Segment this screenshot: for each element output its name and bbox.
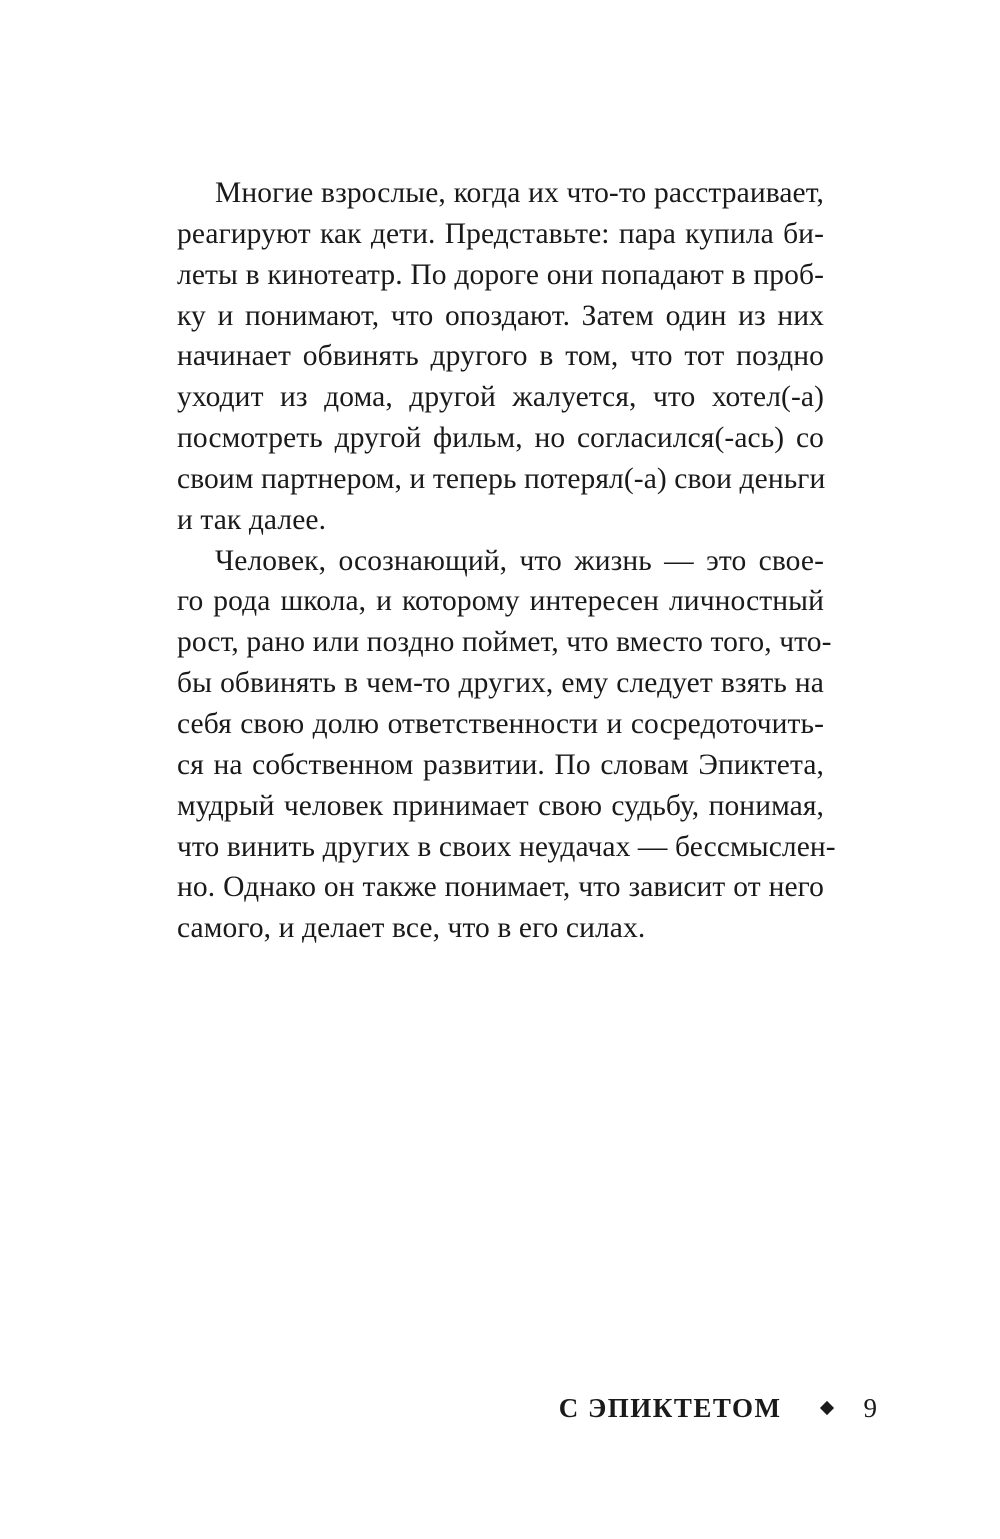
text-line: уходит из дома, другой жалуется, что хотел(-а)	[177, 381, 824, 414]
running-title: С ЭПИКТЕТОМ	[558, 1393, 782, 1423]
text-line: что винить других в своих неудачах — бессмыслен-	[177, 830, 836, 863]
text-line: го рода школа, и которому интересен личностный	[177, 585, 824, 618]
text-line: себя свою долю ответственности и сосредоточить-	[177, 707, 824, 740]
text-line: самого, и делает все, что в его силах.	[177, 912, 646, 945]
text-line: Человек, осознающий, что жизнь — это свое-	[215, 544, 824, 577]
page-footer	[559, 1390, 877, 1426]
body-text	[177, 173, 836, 949]
text-line: мудрый человек принимает свою судьбу, понимая,	[177, 789, 824, 822]
paragraph-2	[177, 541, 836, 949]
diamond-icon	[819, 1401, 833, 1415]
text-line: реагируют как дети. Представьте: пара купила би-	[177, 217, 824, 250]
paragraph-1	[177, 173, 824, 541]
text-line: начинает обвинять другого в том, что тот поздно	[177, 340, 824, 373]
text-line: ку и понимают, что опоздают. Затем один из них	[177, 299, 824, 332]
text-line: ся на собственном развитии. По словам Эпиктета,	[177, 748, 824, 781]
text-line: Многие взрослые, когда их что-то расстраивает,	[215, 177, 824, 209]
page-number: 9	[863, 1393, 877, 1423]
text-line: и так далее.	[177, 503, 327, 536]
text-line: своим партнером, и теперь потерял(-а) свои деньги	[177, 462, 826, 495]
text-line: но. Однако он также понимает, что зависит от него	[177, 871, 824, 904]
text-line: бы обвинять в чем-то других, ему следует взять на	[177, 667, 824, 700]
text-line: посмотреть другой фильм, но согласился(-ась) со	[177, 422, 824, 455]
text-line: леты в кинотеатр. По дороге они попадают в проб-	[177, 258, 824, 291]
text-line: рост, рано или поздно поймет, что вместо того, что-	[177, 626, 832, 659]
